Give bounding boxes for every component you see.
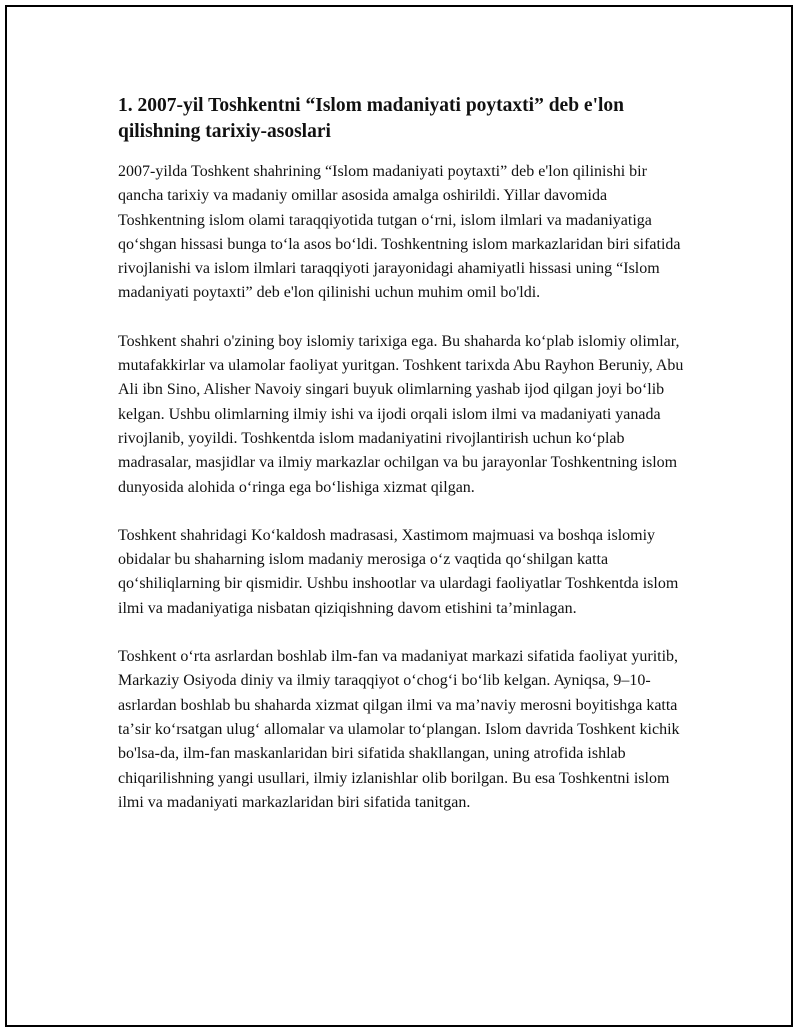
document-body: [118, 93, 688, 839]
paragraph-3: Toshkent shahridagi Koʻkaldosh madrasasi, Xastimom majmuasi va boshqa islomiy obidalar bu shaharning islom madaniy merosiga oʻz vaqtida qoʻshilgan katta qoʻshiliqlarning bir qismidir. Ushbu inshootlar va ulardagi faoliyatlar Toshkentda islom ilmi va madaniyatiga nisbatan qiziqishning davom etishini taʼminlagan.: [118, 526, 679, 617]
paragraph-4: Toshkent oʻrta asrlardan boshlab ilm-fan va madaniyat markazi sifatida faoliyat yuritib, Markaziy Osiyoda diniy va ilmiy taraqqiyot oʻchogʻi boʻlib kelgan. Ayniqsa, 9–10-asrlardan boshlab bu shaharda xizmat qilgan ilmi va maʼnaviy merosni boyitishga katta taʼsir koʻrsatgan ulugʻ allomalar va ulamolar toʻplangan. Islom davrida Toshkent kichik bo'lsa-da, ilm-fan maskanlaridan biri sifatida shakllangan, uning atrofida ishlab chiqarilishning yangi usullari, ilmiy izlanishlar olib borilgan. Bu esa Toshkentni islom ilmi va madaniyati markazlaridan biri sifatida tanitgan.: [118, 648, 680, 811]
paragraph-2: Toshkent shahri o'zining boy islomiy tarixiga ega. Bu shaharda koʻplab islomiy olimlar, mutafakkirlar va ulamolar faoliyat yuritgan. Toshkent tarixda Abu Rayhon Beruniy, Abu Ali ibn Sino, Alisher Navoiy singari buyuk olimlarning yashab ijod qilgan joyi boʻlib kelgan. Ushbu olimlarning ilmiy ishi va ijodi orqali islom ilmi va madaniyati yanada rivojlanib, yoyildi. Toshkentda islom madaniyatini rivojlantirish uchun koʻplab madrasalar, masjidlar va ilmiy markazlar ochilgan va bu jarayonlar Toshkentning islom dunyosida alohida oʻringa ega boʻlishiga xizmat qilgan.: [118, 332, 684, 496]
section-heading: 1. 2007-yil Toshkentni “Islom madaniyati poytaxti” deb e'lon qilishning tarixiy-asoslari: [118, 95, 625, 142]
paragraph-1: 2007-yilda Toshkent shahrining “Islom madaniyati poytaxti” deb e'lon qilinishi bir qancha tarixiy va madaniy omillar asosida amalga oshirildi. Yillar davomida Toshkentning islom olami taraqqiyotida tutgan oʻrni, islom ilmlari va madaniyatiga qoʻshgan hissasi bunga toʻla asos boʻldi. Toshkentning islom markazlaridan biri sifatida rivojlanishi va islom ilmlari taraqqiyoti jarayonidagi ahamiyatli hissasi uning “Islom madaniyati poytaxti” deb e'lon qilinishi uchun muhim omil bo'ldi.: [118, 163, 681, 302]
